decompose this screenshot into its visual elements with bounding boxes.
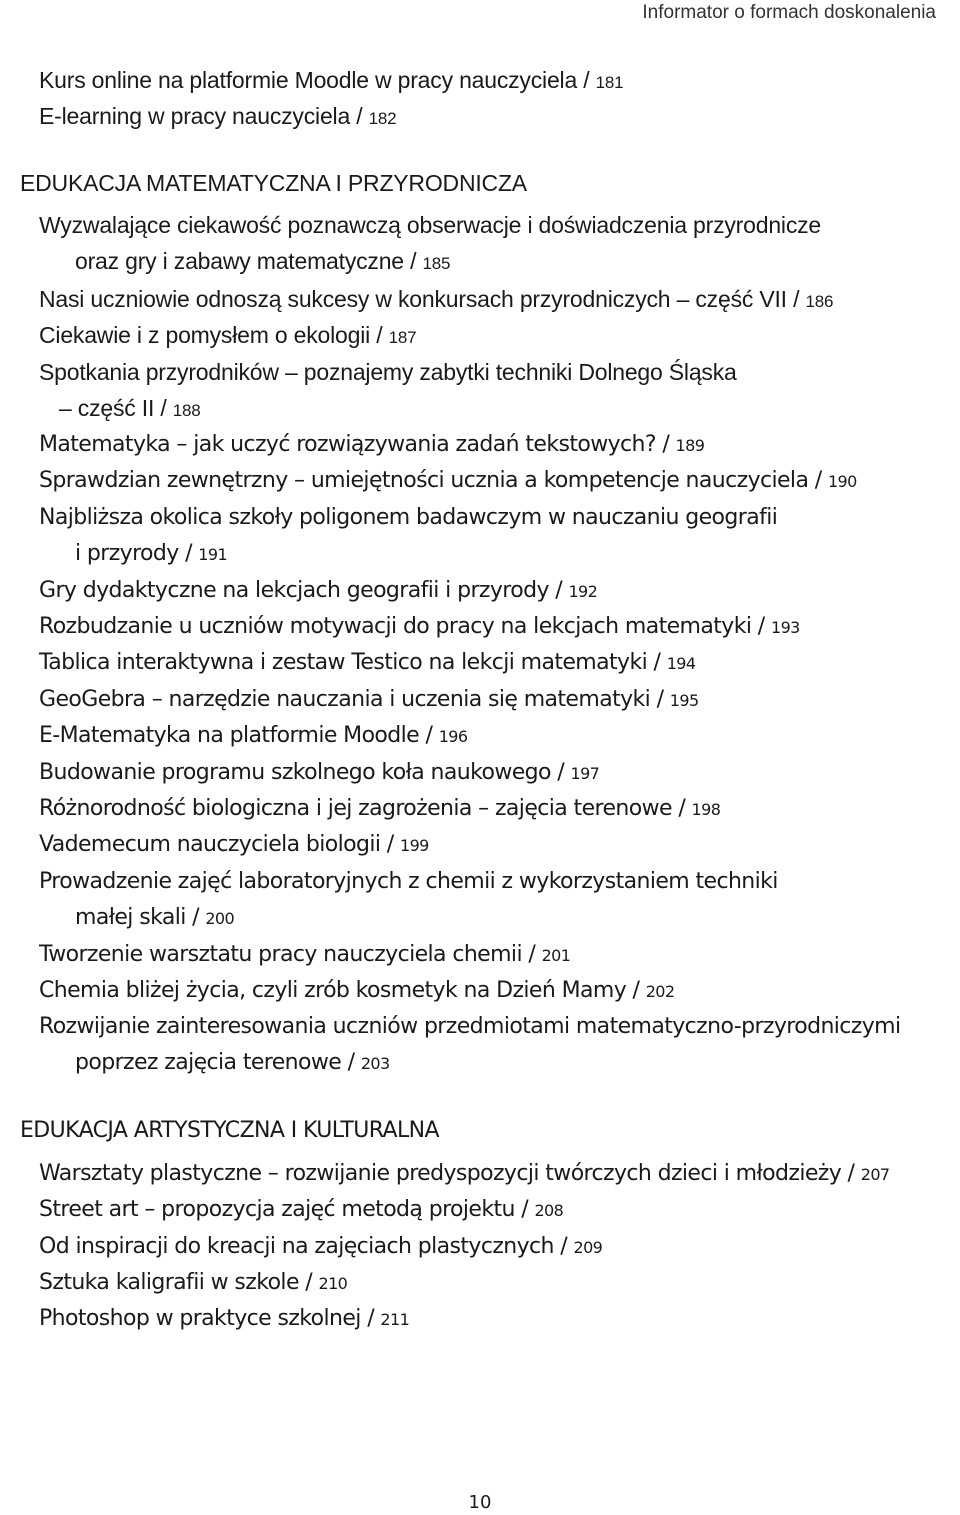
entry-title-line1: Spotkania przyrodników – poznajemy zabytki techniki Dolnego Śląska: [39, 359, 737, 385]
entry-title: Sprawdzian zewnętrzny – umiejętności ucznia a kompetencje nauczyciela /: [39, 468, 828, 493]
entry-title: Gry dydaktyczne na lekcjach geografii i przyrody /: [39, 578, 569, 603]
entry-page: 194: [666, 654, 696, 673]
toc-entry: [39, 317, 416, 356]
entry-title: Chemia bliżej życia, czyli zrób kosmetyk na Dzień Mamy /: [39, 978, 646, 1003]
entry-title: Tablica interaktywna i zestaw Testico na lekcji matematyki /: [39, 650, 667, 675]
entry-page: 182: [368, 109, 397, 128]
entry-page: 198: [691, 800, 721, 819]
entry-title: Tworzenie warsztatu pracy nauczyciela chemii /: [39, 942, 542, 967]
entry-page: 210: [318, 1274, 348, 1293]
toc-entry: [39, 1156, 890, 1193]
entry-page: 200: [205, 909, 235, 928]
toc-entry: [39, 827, 429, 864]
entry-title: Warsztaty plastyczne – rozwijanie predyspozycji twórczych dzieci i młodzieży /: [39, 1161, 861, 1186]
entry-title: Street art – propozycja zajęć metodą projektu /: [39, 1197, 535, 1222]
entry-title-line1: Najbliższa okolica szkoły poligonem badawczym w nauczaniu geografii: [39, 505, 778, 530]
entry-page: 208: [534, 1201, 564, 1220]
entry-page: 196: [438, 727, 468, 746]
entry-title: Ciekawie i z pomysłem o ekologii /: [39, 322, 389, 348]
entry-page: 181: [595, 73, 624, 92]
entry-page: 195: [669, 691, 699, 710]
toc-entry: [39, 864, 778, 937]
entry-page: 199: [400, 836, 429, 855]
entry-page: 187: [388, 328, 417, 347]
entry-title: Budowanie programu szkolnego koła naukowego /: [39, 760, 571, 785]
entry-title: Nasi uczniowie odnoszą sukcesy w konkursach przyrodniczych – część VII /: [39, 286, 806, 312]
entry-title: Różnorodność biologiczna i jej zagrożenia – zajęcia terenowe /: [39, 796, 692, 821]
entry-title-line2: oraz gry i zabawy matematyczne /: [75, 248, 423, 274]
entry-page: 190: [827, 472, 857, 491]
entry-title-line2: poprzez zajęcia terenowe /: [75, 1050, 361, 1075]
entry-title-line1: Wyzwalające ciekawość poznawczą obserwacje i doświadczenia przyrodnicze: [39, 212, 822, 238]
entry-page: 186: [805, 292, 834, 311]
entry-page: 189: [675, 436, 705, 455]
toc-entry: [39, 1229, 602, 1266]
entry-page: 191: [198, 545, 228, 564]
section-title: EDUKACJA ARTYSTYCZNA I KULTURALNA: [20, 1118, 439, 1143]
entry-title: Kurs online na platformie Moodle w pracy nauczyciela /: [39, 67, 596, 93]
toc-entry: [39, 62, 623, 101]
toc-entry: [39, 1301, 409, 1338]
entry-title: Photoshop w praktyce szkolnej /: [39, 1306, 381, 1331]
entry-title: Od inspiracji do kreacji na zajęciach plastycznych /: [39, 1234, 574, 1259]
toc-entry: [39, 427, 704, 464]
entry-page: 211: [380, 1310, 410, 1329]
entry-page: 201: [541, 946, 571, 965]
toc-entry: [39, 937, 570, 974]
toc-entry: [39, 500, 777, 573]
entry-page: 197: [570, 764, 600, 783]
entry-page: 185: [422, 254, 451, 273]
entry-page: 192: [568, 582, 598, 601]
entry-title: Sztuka kaligrafii w szkole /: [39, 1270, 319, 1295]
toc-entry: [39, 1009, 901, 1082]
entry-title: GeoGebra – narzędzie nauczania i uczenia się matematyki /: [39, 687, 670, 712]
entry-title: Vademecum nauczyciela biologii /: [39, 832, 401, 857]
toc-entry: [39, 973, 674, 1010]
running-header: Informator o formach doskonalenia: [642, 2, 936, 23]
section-title: EDUKACJA MATEMATYCZNA I PRZYRODNICZA: [20, 170, 527, 196]
entry-page: 193: [770, 618, 800, 637]
toc-entry: [39, 1192, 563, 1229]
toc-entry: [39, 354, 737, 429]
toc-entry: [39, 645, 695, 682]
toc-entry: [39, 98, 396, 137]
entry-page: 202: [645, 982, 675, 1001]
entry-page: 209: [573, 1238, 603, 1257]
toc-entry: [39, 755, 599, 792]
toc-entry: [39, 682, 699, 719]
entry-title: E-learning w pracy nauczyciela /: [39, 103, 369, 129]
entry-title: Rozbudzanie u uczniów motywacji do pracy na lekcjach matematyki /: [39, 614, 771, 639]
toc-entry: [39, 609, 800, 646]
entry-page: 207: [860, 1165, 890, 1184]
entry-title-line1: Rozwijanie zainteresowania uczniów przedmiotami matematyczno-przyrodniczymi: [39, 1014, 901, 1039]
entry-title: E-Matematyka na platformie Moodle /: [39, 723, 439, 748]
page-number: 10: [468, 1492, 492, 1513]
toc-entry: [39, 463, 857, 500]
toc-entry: [39, 281, 833, 320]
entry-page: 188: [172, 401, 201, 420]
toc-entry: [39, 791, 720, 828]
toc-entry: [39, 573, 597, 610]
entry-title-line2: i przyrody /: [75, 541, 199, 566]
entry-title-line2: małej skali /: [75, 905, 206, 930]
entry-title-line2: – część II /: [59, 395, 173, 421]
toc-entry: [39, 718, 467, 755]
toc-entry: [39, 1265, 347, 1302]
entry-page: 203: [360, 1054, 390, 1073]
entry-title: Matematyka – jak uczyć rozwiązywania zadań tekstowych? /: [39, 432, 676, 457]
toc-entry: [39, 207, 821, 282]
entry-title-line1: Prowadzenie zajęć laboratoryjnych z chemii z wykorzystaniem techniki: [39, 869, 778, 894]
